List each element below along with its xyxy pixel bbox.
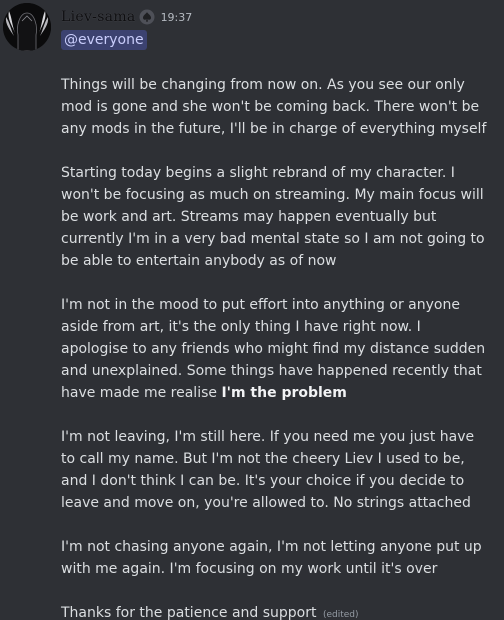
paragraph-5: I'm not chasing anyone again, I'm not letting anyone put up with me again. I'm focusing on my work until it's over (61, 539, 482, 577)
message-content (61, 74, 491, 620)
bold-emphasis: I'm the problem (221, 385, 347, 401)
edited-label[interactable]: (edited) (322, 610, 359, 620)
paragraph-2: Starting today begins a slight rebrand of my character. I won't be focusing as much on streaming. My main focus will be work and art. Streams may happen eventually but currently I'm in a very bad mental state so I am not going to be able to entertain anybody as of now (61, 165, 485, 269)
paragraph-1: Things will be changing from now on. As you see our only mod is gone and she won't be coming back. There won't be any mods in the future, I'll be in charge of everything myself (61, 77, 487, 137)
message-header (61, 7, 192, 27)
spade-icon[interactable] (139, 9, 155, 25)
paragraph-6-text: Thanks for the patience and support (61, 605, 317, 620)
paragraph-4: I'm not leaving, I'm still here. If you need me you just have to call my name. But I'm not the cheery Liev I used to be, and I don't think I can be. It's your choice if you decide to leave and move on, you're allowed to. No strings attached (61, 429, 475, 511)
avatar[interactable] (3, 3, 51, 51)
mention-everyone[interactable]: @everyone (61, 30, 147, 50)
author-name[interactable]: Liev-sama (61, 9, 136, 25)
message-timestamp[interactable]: 19:37 (160, 10, 193, 24)
paragraph-3 (61, 294, 491, 404)
paragraph-6 (61, 602, 491, 620)
avatar-image (3, 3, 51, 51)
paragraph-3-text: I'm not in the mood to put effort into anything or anyone aside from art, it's the only thing I have right now. I apologise to any friends who might find my distance sudden and unexplained. Some things have happened recently that have made me realise (61, 297, 486, 401)
